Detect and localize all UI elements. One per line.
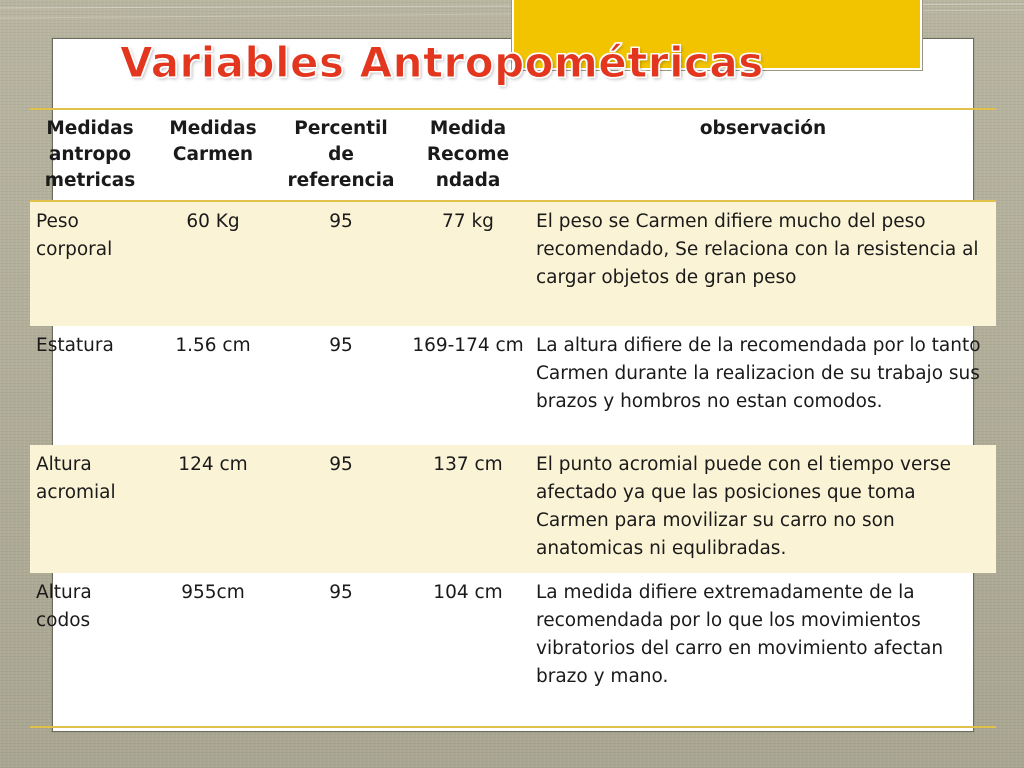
slide-title: Variables Antropométricas — [120, 38, 764, 87]
cell-percentil: 95 — [329, 335, 353, 356]
cell-recomendada: 137 cm — [406, 445, 530, 573]
header-medida-recomendada: Medida Recome ndada — [426, 118, 510, 191]
header-medidas-carmen: Medidas Carmen — [169, 118, 257, 165]
cell-carmen: 1.56 cm — [175, 335, 251, 356]
rule-bottom — [30, 726, 996, 728]
cell-observacion: El punto acromial puede con el tiempo verse afectado ya que las posiciones que toma Carmen para movilizar su carro no son anatomicas ni equlibradas. — [530, 445, 996, 573]
cell-carmen: 955cm — [181, 582, 245, 603]
table-row — [30, 445, 996, 573]
cell-observacion: El peso se Carmen difiere mucho del peso recomendado, Se relaciona con la resistencia al cargar objetos de gran peso — [530, 202, 996, 326]
header-percentil: Percentil de referencia — [287, 118, 395, 191]
cell-percentil: 95 — [276, 445, 406, 573]
cell-medida: Altura codos — [36, 582, 92, 631]
table-row — [30, 326, 996, 445]
cell-medida: Peso corporal — [30, 202, 150, 326]
cell-percentil: 95 — [329, 582, 353, 603]
cell-percentil: 95 — [276, 202, 406, 326]
table-row — [30, 202, 996, 326]
header-medidas-antropometricas: Medidas antropo metricas — [44, 118, 136, 191]
cell-recomendada: 104 cm — [433, 582, 503, 603]
cell-carmen: 124 cm — [150, 445, 276, 573]
cell-carmen: 60 Kg — [150, 202, 276, 326]
cell-observacion: La altura difiere de la recomendada por lo tanto Carmen durante la realizacion de su trabajo sus brazos y hombros no estan comodos. — [536, 335, 981, 412]
table-row — [30, 573, 996, 699]
cell-medida: Estatura — [36, 335, 114, 356]
header-observacion: observación — [699, 118, 827, 139]
cell-recomendada: 77 kg — [406, 202, 530, 326]
anthropometric-table — [30, 110, 996, 699]
cell-observacion: La medida difiere extremadamente de la recomendada por lo que los movimientos vibratorios del carro en movimiento afectan brazo y mano. — [536, 582, 944, 687]
cell-recomendada: 169-174 cm — [412, 335, 524, 356]
table-header-row — [30, 110, 996, 202]
cell-medida: Altura acromial — [30, 445, 150, 573]
